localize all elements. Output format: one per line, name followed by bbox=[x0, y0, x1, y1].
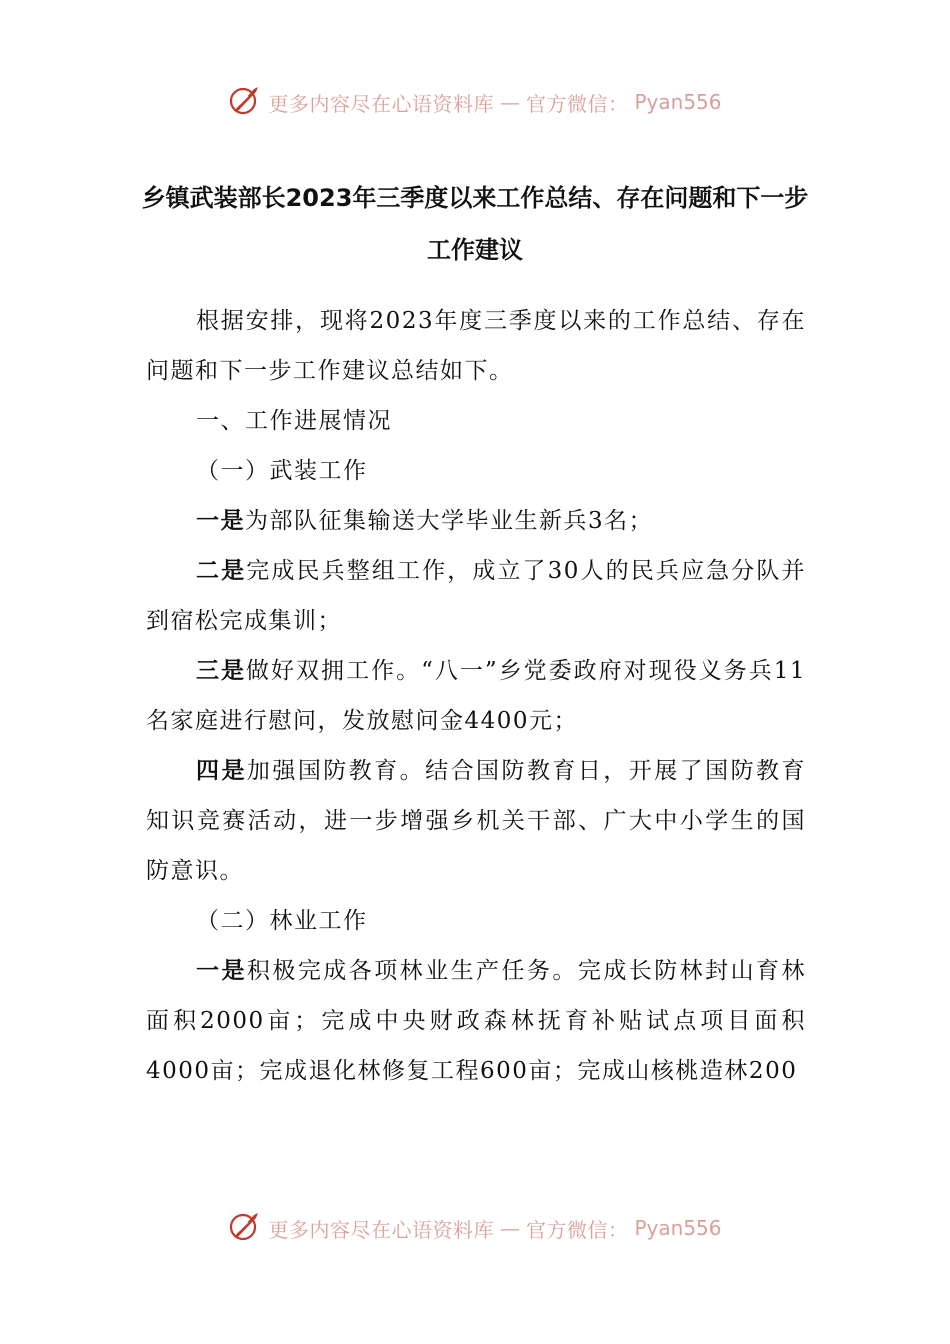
watermark-separator: — bbox=[499, 1216, 520, 1240]
subsection-heading: （一）武装工作 bbox=[196, 458, 368, 484]
item-text: 做好双拥工作。“八一”乡党委政府对现役义务兵11名家庭进行慰问，发放慰问金4400元； bbox=[146, 658, 807, 734]
list-item bbox=[146, 646, 806, 746]
watermark-text: 更多内容尽在心语资料库 bbox=[268, 1217, 494, 1242]
watermark-separator: — bbox=[499, 90, 520, 114]
item-lead: 四是 bbox=[196, 757, 247, 784]
list-item bbox=[146, 546, 806, 646]
item-lead: 一是 bbox=[196, 957, 247, 984]
item-text: 完成民兵整组工作，成立了30人的民兵应急分队并到宿松完成集训； bbox=[146, 558, 806, 634]
quill-logo-icon bbox=[228, 1209, 262, 1247]
section-heading: 一、工作进展情况 bbox=[196, 408, 392, 434]
document-body bbox=[146, 296, 806, 1096]
list-item bbox=[146, 746, 806, 896]
document-title: 乡镇武装部长2023年三季度以来工作总结、存在问题和下一步工作建议 bbox=[141, 184, 809, 264]
brand bbox=[228, 1209, 721, 1247]
watermark-contact-id: Pyan556 bbox=[634, 1216, 722, 1240]
watermark-text: 更多内容尽在心语资料库 bbox=[268, 91, 494, 116]
intro-paragraph: 根据安排，现将2023年度三季度以来的工作总结、存在问题和下一步工作建议总结如下。 bbox=[146, 308, 806, 384]
item-lead: 二是 bbox=[196, 557, 247, 584]
watermark-contact-label: 官方微信： bbox=[525, 1217, 629, 1242]
watermark-footer bbox=[0, 1208, 950, 1248]
list-item bbox=[146, 496, 806, 546]
quill-logo-icon bbox=[228, 83, 262, 121]
list-item bbox=[146, 946, 806, 1096]
item-lead: 一是 bbox=[196, 507, 245, 534]
item-text: 积极完成各项林业生产任务。完成长防林封山育林面积2000亩；完成中央财政森林抚育补贴试点项目面积4000亩；完成退化林修复工程600亩；完成山核桃造林200 bbox=[146, 958, 807, 1084]
watermark-contact-label: 官方微信： bbox=[525, 91, 629, 116]
subsection-heading: （二）林业工作 bbox=[196, 908, 368, 934]
watermark-header bbox=[0, 82, 950, 122]
item-lead: 三是 bbox=[196, 657, 247, 684]
watermark-contact-id: Pyan556 bbox=[634, 90, 722, 114]
item-text: 加强国防教育。结合国防教育日，开展了国防教育知识竞赛活动，进一步增强乡机关干部、广大中小学生的国防意识。 bbox=[146, 758, 807, 884]
brand bbox=[228, 83, 721, 121]
item-text: 为部队征集输送大学毕业生新兵3名； bbox=[245, 508, 654, 534]
